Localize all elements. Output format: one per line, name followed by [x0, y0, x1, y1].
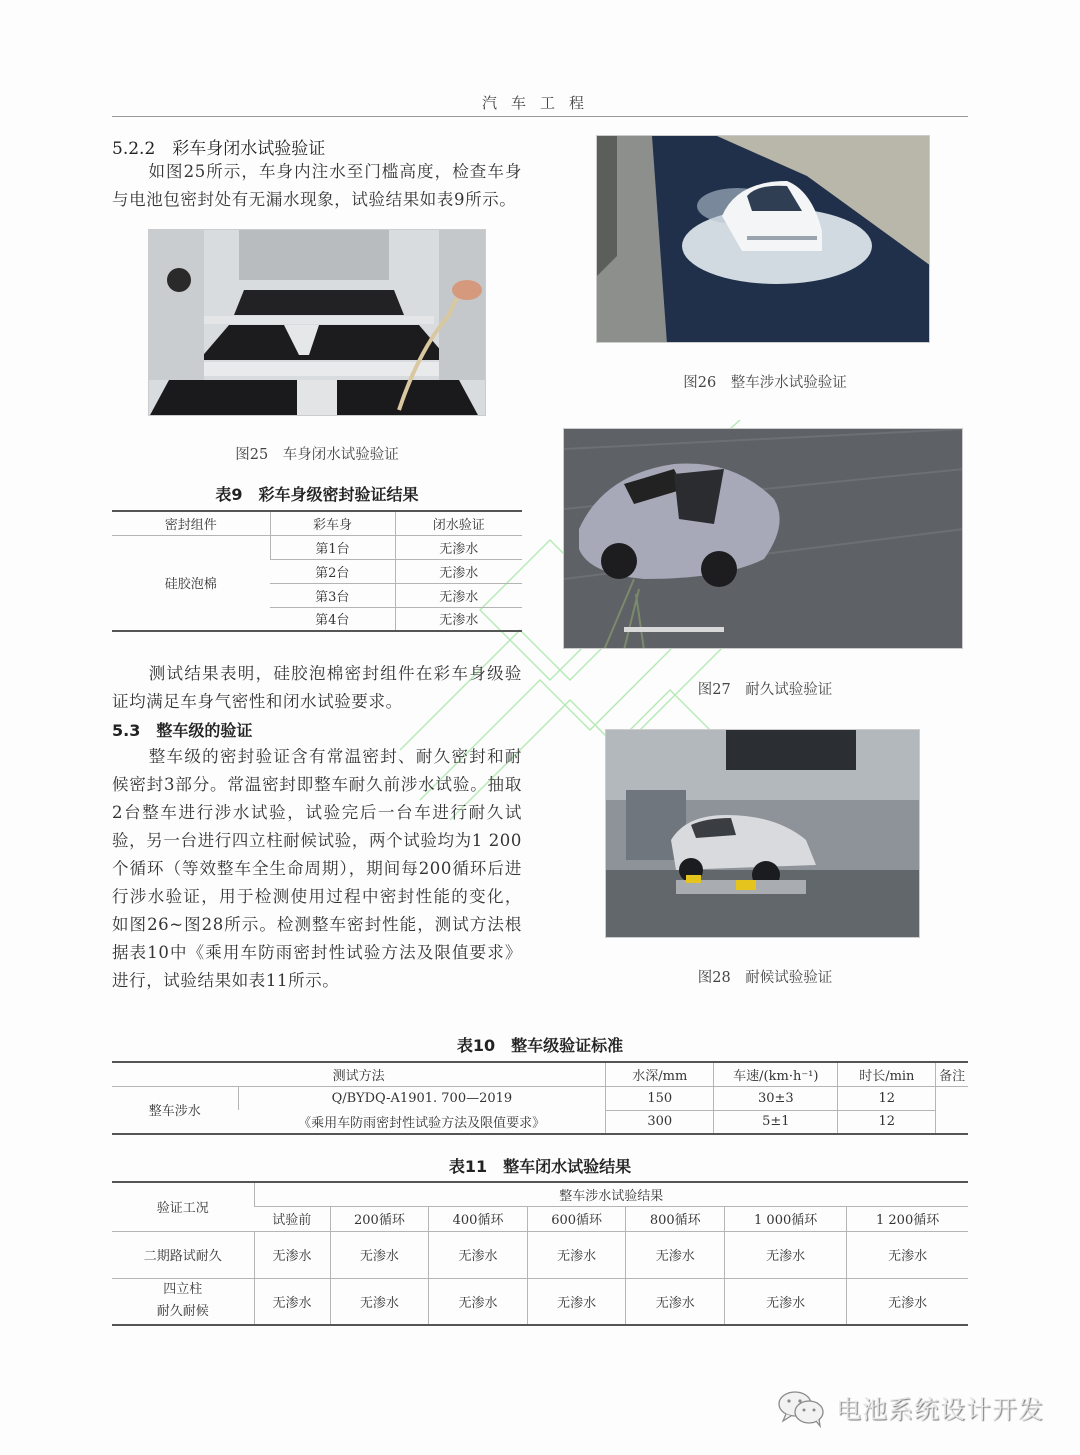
table-11-column-header: 400循环 [429, 1206, 528, 1231]
figure-27-photo [563, 428, 963, 649]
table-10-standard-name: 《乘用车防雨密封性试验方法及限值要求》 [238, 1110, 606, 1134]
table-10-standard-code: Q/BYDQ-A1901. 700—2019 [238, 1086, 606, 1110]
condition-line-1: 四立柱 [163, 1282, 203, 1298]
table-10-header-cell: 水深/mm [606, 1062, 714, 1086]
figure-27-caption: 图27 耐久试验验证 [697, 682, 833, 698]
section-5-2-2-paragraph [112, 158, 522, 214]
table-row [112, 1278, 968, 1325]
table-cell: 300 [606, 1110, 714, 1134]
figure-28-caption: 图28 耐候试验验证 [697, 970, 833, 986]
table-cell: 第4台 [270, 607, 395, 631]
table-10-title: 表10 整车级验证标准 [456, 1036, 624, 1055]
table-9-component-cell: 硅胶泡棉 [112, 535, 270, 631]
table-cell: 无渗水 [395, 607, 522, 631]
table-cell: 无渗水 [330, 1278, 429, 1325]
table-cell: 第2台 [270, 559, 395, 583]
table-11-condition-cell [112, 1278, 254, 1325]
table-cell: 无渗水 [429, 1278, 528, 1325]
table-cell: 无渗水 [626, 1278, 725, 1325]
weathering-chamber-photo-icon [606, 730, 920, 938]
table-cell: 12 [838, 1110, 936, 1134]
table-10-header-cell: 备注 [936, 1062, 968, 1086]
table-cell: 无渗水 [429, 1231, 528, 1278]
conclusion-text: 测试结果表明，硅胶泡棉密封组件在彩车身级验证均满足车身气密性和闭水试验要求。 [112, 664, 522, 711]
table-11-group-header: 整车涉水试验结果 [254, 1182, 968, 1206]
table-cell: 无渗水 [626, 1231, 725, 1278]
section-5-2-2-text: 如图25所示，车身内注水至门槛高度，检查车身与电池包密封处有无漏水现象，试验结果如表9所示。 [112, 162, 522, 209]
table-11-row-header: 验证工况 [112, 1182, 254, 1231]
table-11-column-header: 200循环 [330, 1206, 429, 1231]
table-11-column-header: 1 200循环 [847, 1206, 968, 1231]
table-10 [112, 1061, 968, 1135]
section-5-3-text: 整车级的密封验证含有常温密封、耐久密封和耐候密封3部分。常温密封即整车耐久前涉水试验。抽取2台整车进行涉水试验，试验完后一台车进行耐久试验，另一台进行四立柱耐候试验，两个试验均为1 200个循环（等效整车全生命周期），期间每200循环后进行涉水验证，用于检测使用过程中密封性能的变化，如图26~图28所示。检测整车密封性能，测试方法根据表10中《乘用车防雨密封性试验方法及限值要求》进行，试验结果如表11所示。 [112, 747, 522, 990]
table-9-header-cell: 密封组件 [112, 511, 270, 535]
table-cell: 150 [606, 1086, 714, 1110]
table-11-condition-cell: 二期路试耐久 [112, 1231, 254, 1278]
header-rule [112, 116, 968, 117]
table-cell: 无渗水 [254, 1278, 330, 1325]
table-10-remark-cell [936, 1086, 968, 1134]
running-head: 汽车工程 [481, 94, 598, 112]
table-cell: 无渗水 [847, 1278, 968, 1325]
vehicle-wading-photo-icon [597, 136, 930, 343]
table-row [112, 535, 522, 559]
condition-line-2: 耐久耐候 [156, 1304, 209, 1320]
figure-25-caption: 图25 车身闭水试验验证 [235, 447, 399, 463]
table-11-column-header: 1 000循环 [725, 1206, 847, 1231]
table-cell: 无渗水 [527, 1231, 626, 1278]
durability-test-photo-icon [564, 429, 963, 649]
table-11-column-header: 600循环 [527, 1206, 626, 1231]
figure-26-caption: 图26 整车涉水试验验证 [683, 375, 847, 391]
table-cell: 无渗水 [395, 559, 522, 583]
table-11-group-header-row [112, 1182, 968, 1206]
table-10-header-cell: 测试方法 [112, 1062, 606, 1086]
table-row [112, 1110, 968, 1134]
table-11-title: 表11 整车闭水试验结果 [448, 1157, 632, 1176]
table-cell: 无渗水 [847, 1231, 968, 1278]
table-cell: 无渗水 [395, 535, 522, 559]
footer-brand [776, 1388, 1044, 1428]
section-5-2-2-title: 5.2.2 彩车身闭水试验验证 [112, 139, 326, 159]
table-10-header-row [112, 1062, 968, 1086]
table-10-header-cell: 车速/(km·h⁻¹) [714, 1062, 838, 1086]
car-body-water-test-photo-icon [149, 230, 486, 416]
table-9-header-cell: 闭水验证 [395, 511, 522, 535]
table-11-column-header: 800循环 [626, 1206, 725, 1231]
table-cell: 第3台 [270, 583, 395, 607]
wechat-icon [776, 1388, 828, 1428]
table-cell: 无渗水 [395, 583, 522, 607]
table-9-title: 表9 彩车身级密封验证结果 [215, 485, 419, 504]
table-10-header-cell: 时长/min [838, 1062, 936, 1086]
table-9-header-cell: 彩车身 [270, 511, 395, 535]
table-cell: 5±1 [714, 1110, 838, 1134]
table-row [112, 1086, 968, 1110]
section-5-3-title: 5.3 整车级的验证 [112, 721, 253, 740]
table-cell: 30±3 [714, 1086, 838, 1110]
footer-brand-text: 电池系统设计开发 [835, 1395, 1044, 1424]
figure-28-photo [605, 729, 920, 938]
table-cell: 无渗水 [527, 1278, 626, 1325]
table-10-method-cell: 整车涉水 [112, 1086, 238, 1134]
table-9 [112, 510, 522, 632]
table-11-column-header: 试验前 [254, 1206, 330, 1231]
figure-26-photo [596, 135, 930, 343]
section-5-3-paragraph [112, 743, 522, 995]
table-cell: 第1台 [270, 535, 395, 559]
table-cell: 无渗水 [254, 1231, 330, 1278]
figure-25-photo [148, 229, 486, 416]
conclusion-paragraph [112, 660, 522, 716]
table-11 [112, 1181, 968, 1326]
table-9-header-row [112, 511, 522, 535]
table-cell: 无渗水 [330, 1231, 429, 1278]
table-cell: 12 [838, 1086, 936, 1110]
table-cell: 无渗水 [725, 1278, 847, 1325]
table-cell: 无渗水 [725, 1231, 847, 1278]
table-row [112, 1231, 968, 1278]
